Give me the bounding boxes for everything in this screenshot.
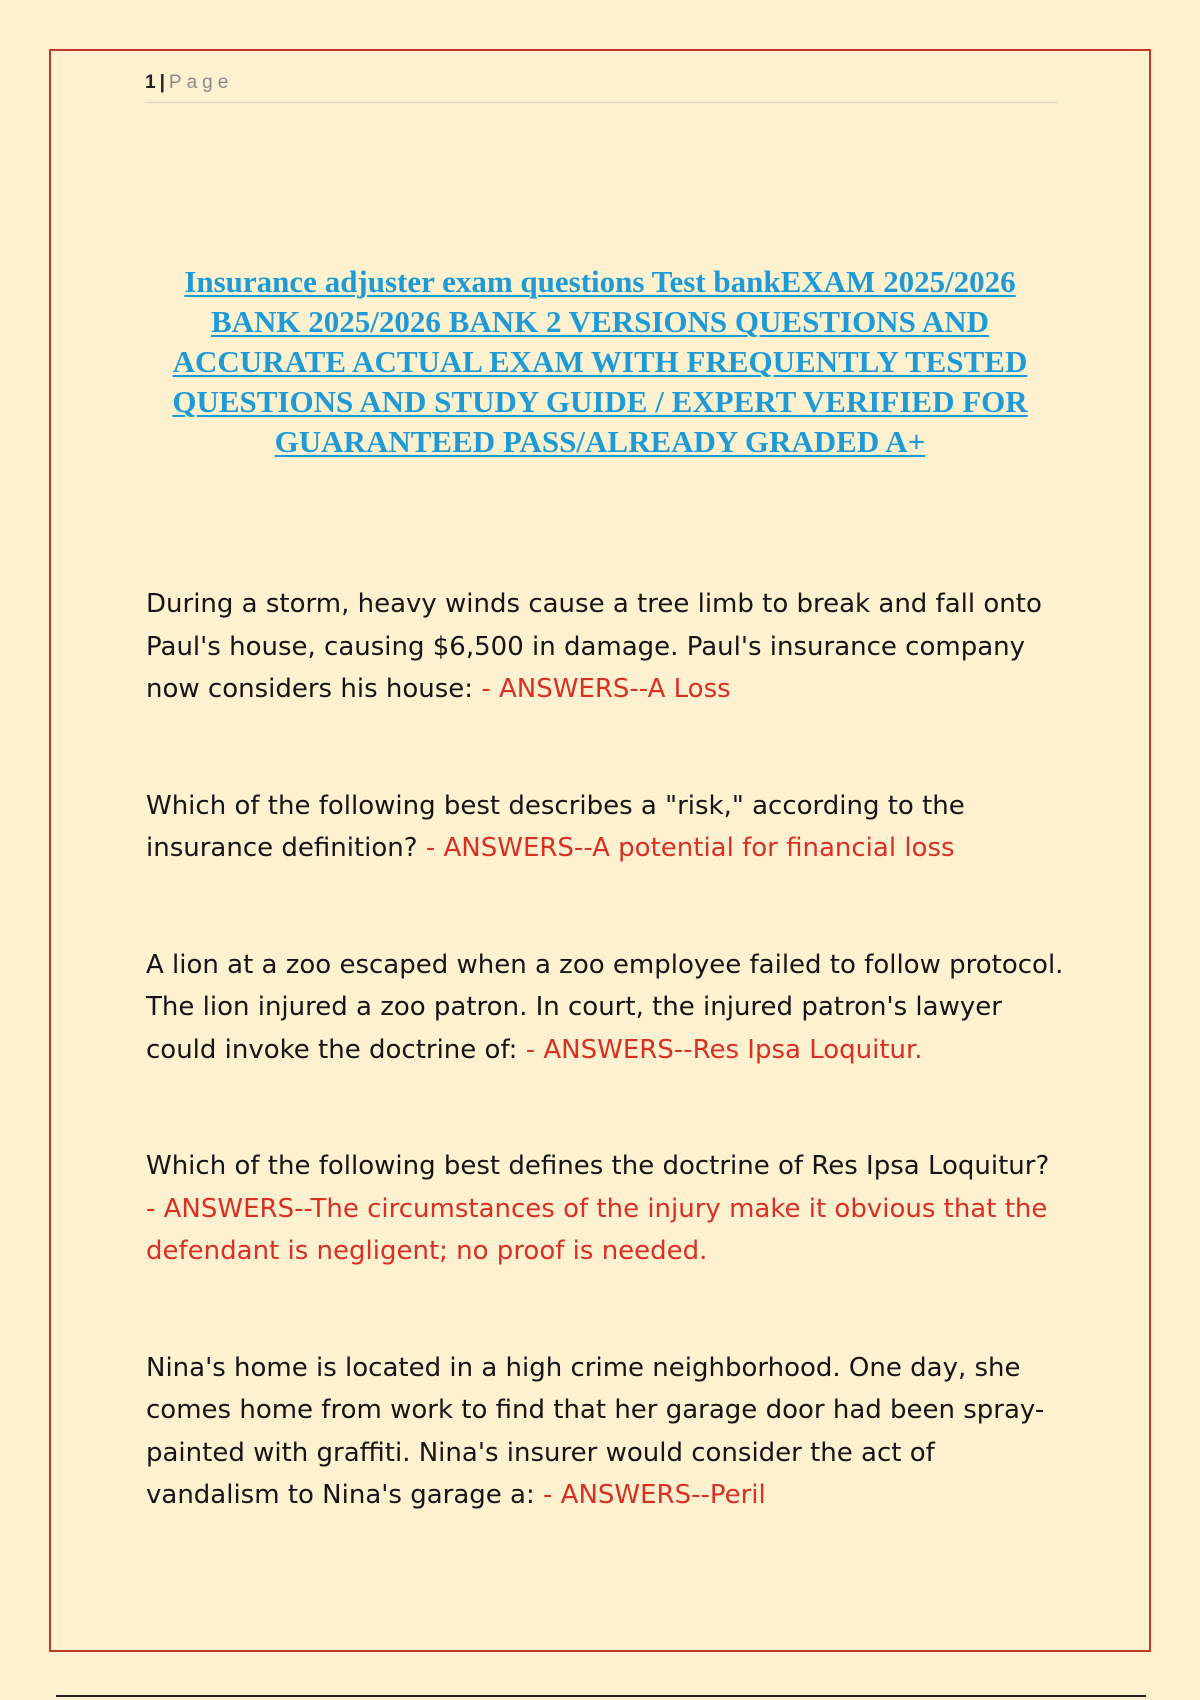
qa-item	[146, 944, 1064, 1072]
question-text: During a storm, heavy winds cause a tree limb to break and fall onto Paul's house, causing $6,500 in damage. Paul's insurance company now considers his house:	[146, 589, 1042, 704]
qa-item	[146, 1145, 1064, 1273]
qa-item	[146, 1347, 1064, 1517]
qa-item	[146, 785, 1064, 870]
answer-text: - ANSWERS--Peril	[543, 1480, 766, 1510]
page-separator: |	[159, 72, 165, 93]
question-text: A lion at a zoo escaped when a zoo employee failed to follow protocol. The lion injured a zoo patron. In court, the injured patron's lawyer could invoke the doctrine of:	[146, 949, 1064, 1065]
qa-list	[146, 583, 1064, 1517]
qa-item	[146, 583, 1064, 711]
answer-text: - ANSWERS--A potential for financial loss	[425, 833, 955, 863]
page-number: 1	[145, 72, 156, 93]
page-label: Page	[168, 72, 234, 93]
question-text: Which of the following best describes a "risk," according to the insurance definition?	[146, 790, 965, 863]
question-text: Which of the following best defines the doctrine of Res Ipsa Loquitur?	[146, 1151, 1050, 1181]
answer-text: - ANSWERS--The circumstances of the injury make it obvious that the defendant is negligent; no proof is needed.	[146, 1193, 1048, 1266]
page-header	[145, 72, 1057, 103]
answer-text: - ANSWERS--Res Ipsa Loquitur.	[525, 1034, 923, 1065]
document-title-link[interactable]: Insurance adjuster exam questions Test bankEXAM 2025/2026 BANK 2025/2026 BANK 2 VERSIONS QUESTIONS AND ACCURATE ACTUAL EXAM WITH FREQUENTLY TESTED QUESTIONS AND STUDY GUIDE / EXPERT VERIFIED FOR GUARANTEED PASS/ALREADY GRADED A+	[172, 264, 1028, 459]
bottom-divider	[56, 1695, 1146, 1697]
answer-text: - ANSWERS--A Loss	[481, 674, 731, 704]
question-text: Nina's home is located in a high crime neighborhood. One day, she comes home from work to find that her garage door had been spray-painted with graffiti. Nina's insurer would consider the act of vandalism to Nina's garage a:	[146, 1352, 1045, 1510]
